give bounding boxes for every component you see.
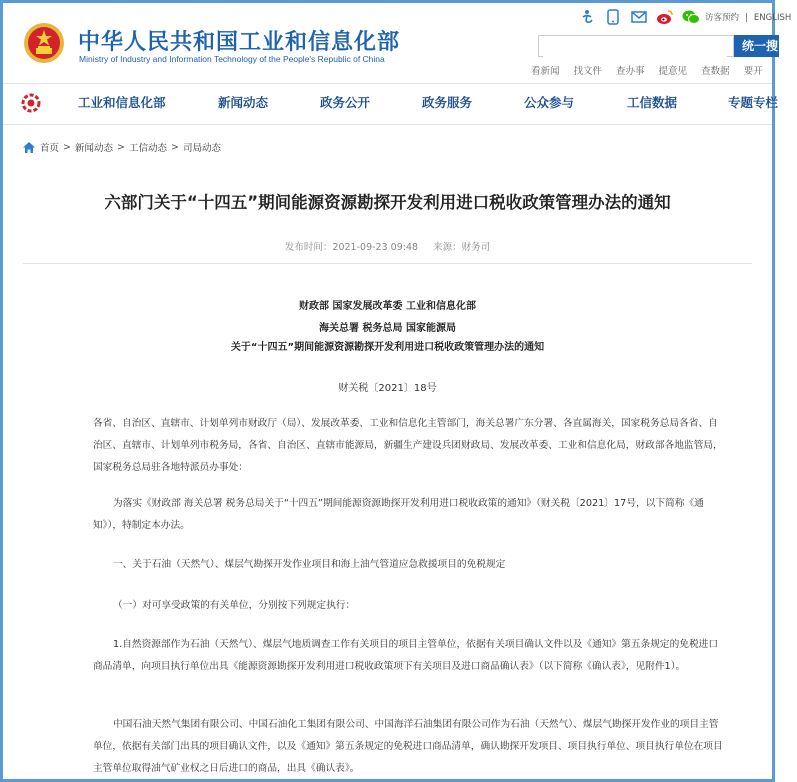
english-link[interactable]: ENGLISH [753, 13, 792, 23]
article-source: 来源：财务司 [433, 242, 491, 253]
mail-icon[interactable] [629, 7, 649, 27]
breadcrumb-dept-news[interactable]: 司局动态 [182, 143, 221, 154]
nav-item-topics[interactable]: 专题专栏 [728, 95, 779, 110]
breadcrumb-separator: > [170, 141, 179, 153]
top-links-separator: | [745, 13, 748, 23]
paragraph-intro: 为落实《财政部 海关总署 税务总局关于“十四五”期间能源资源勘探开发利用进口税收政策的通知》（财关税〔2021〕17号，以下简称《通知》），特制定本办法。 [93, 498, 704, 531]
paragraph-item-1-cont: 中国石油天然气集团有限公司、中国石油化工集团有限公司、中国海洋石油集团有限公司作为石油（天然气）、煤层气勘探开发作业的项目主管单位，依据有关部门出具的项目确认文件，以及《通知》第五条规定的免税进口商品清单，确认勘探开发项目、项目执行单位、项目执行单位在项目主管单位取得油气矿业权之日后进口的商品，出具《确认表》。 [93, 719, 723, 774]
nav-item-miit[interactable]: 工业和信息化部 [78, 95, 166, 110]
issuer-line-3: 关于“十四五”期间能源资源勘探开发利用进口税收政策管理办法的通知 [230, 342, 545, 353]
mobile-icon[interactable] [603, 7, 623, 27]
nav-item-data[interactable]: 工信数据 [627, 95, 678, 110]
top-links [705, 11, 797, 23]
title-divider [23, 263, 752, 264]
main-nav [3, 83, 779, 125]
site-subtitle: Ministry of Industry and Information Technology of the People's Republic of China [79, 54, 385, 64]
breadcrumb-miit-news[interactable]: 工信动态 [128, 143, 167, 154]
breadcrumb-separator: > [63, 141, 71, 153]
nav-item-gov-affairs[interactable]: 政务公开 [320, 95, 371, 110]
breadcrumb [23, 140, 221, 154]
paragraph-item-1: 1.自然资源部作为石油（天然气）、煤层气地质调查工作有关项目的项目主管单位，依据有关项目确认文件以及《通知》第五条规定的免税进口商品清单，向项目执行单位出具《能源资源勘探开发利用进口税收政策项下有关项目及进口商品确认表》（以下简称《确认表》，见附件1）。 [93, 639, 719, 672]
quick-link-services[interactable]: 查办事 [616, 66, 645, 77]
breadcrumb-home[interactable]: 首页 [40, 143, 60, 154]
issuer-line-2: 海关总署 税务总局 国家能源局 [319, 323, 456, 334]
publish-time: 发布时间：2021-09-23 09:48 [284, 242, 419, 253]
paragraph-section-1: 一、关于石油（天然气）、煤层气勘探开发作业项目和海上油气管道应急救援项目的免税规定 [113, 559, 506, 570]
home-icon[interactable] [23, 142, 35, 153]
visitor-booking-link[interactable]: 访客预约 [705, 13, 740, 23]
breadcrumb-news[interactable]: 新闻动态 [74, 143, 113, 154]
top-icon-bar [577, 6, 707, 28]
nav-item-gov-services[interactable]: 政务服务 [422, 95, 473, 110]
quick-link-news[interactable]: 看新闻 [531, 66, 560, 77]
quick-links [531, 63, 777, 77]
breadcrumb-separator: > [117, 141, 125, 153]
doc-number: 财关税〔2021〕18号 [338, 383, 437, 394]
quick-link-feedback[interactable]: 提意见 [658, 66, 688, 77]
weibo-icon[interactable] [655, 7, 675, 27]
quick-link-files[interactable]: 找文件 [573, 66, 603, 77]
wechat-icon[interactable] [681, 7, 701, 27]
article-title: 六部门关于“十四五”期间能源资源勘探开发利用进口税收政策管理办法的通知 [104, 193, 671, 212]
issuer-line-1: 财政部 国家发展改革委 工业和信息化部 [299, 301, 476, 312]
nav-item-participation[interactable]: 公众参与 [524, 95, 575, 110]
quick-link-more[interactable]: 要开 [743, 66, 763, 77]
search-box [538, 35, 734, 57]
site-title[interactable]: 中华人民共和国工业和信息化部 [78, 30, 401, 55]
paragraph-subsection-1: （一）对可享受政策的有关单位，分别按下列规定执行： [113, 600, 356, 611]
article-meta [3, 239, 772, 253]
search-button[interactable]: 统一搜 [734, 35, 779, 57]
national-emblem-icon[interactable] [23, 21, 65, 65]
search-input[interactable] [543, 38, 727, 58]
quick-link-data[interactable]: 查数据 [701, 66, 730, 77]
accessibility-icon[interactable] [577, 7, 597, 27]
nav-item-news[interactable]: 新闻动态 [218, 95, 269, 110]
site-header [3, 3, 792, 83]
miit-logo-icon[interactable] [20, 92, 42, 114]
paragraph-addressees: 各省、自治区、直辖市、计划单列市财政厅（局）、发展改革委、工业和信息化主管部门，海关总署广东分署、各直属海关，国家税务总局各省、自治区、直辖市、计划单列市税务局，各省、自治区、直辖市能源局，新疆生产建设兵团财政局、发展改革委、工业和信息化局，财政部各地监管局，国家税务总局驻各地特派员办事处： [93, 418, 723, 473]
